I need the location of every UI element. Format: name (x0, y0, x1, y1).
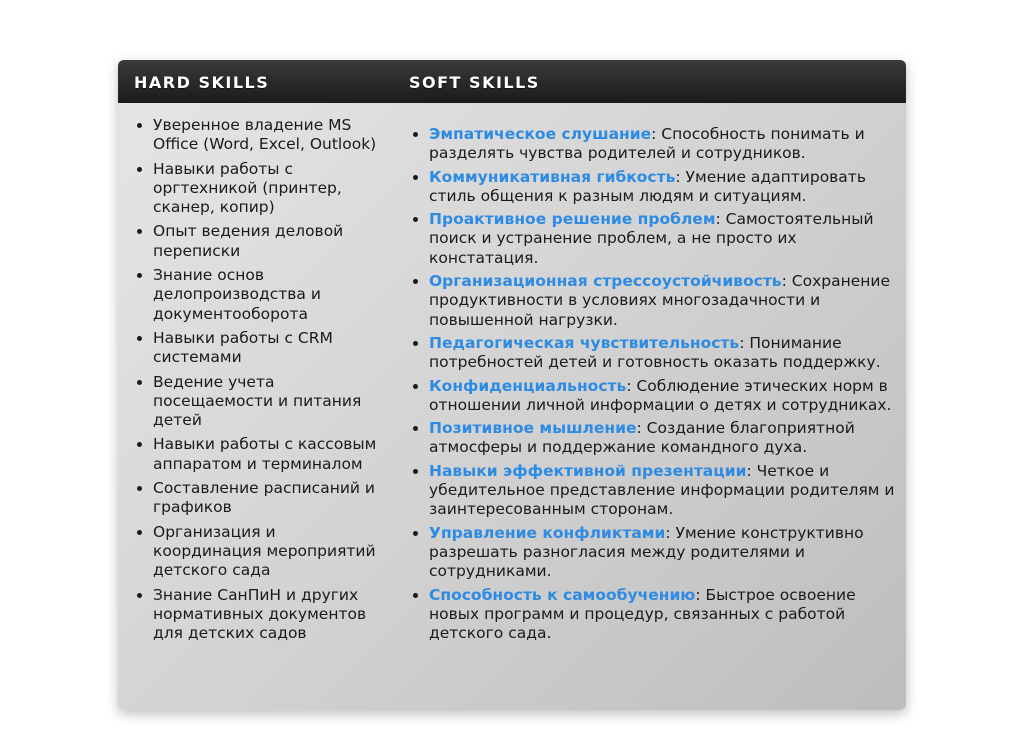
soft-skill-term: Способность к самообучению (429, 585, 696, 604)
soft-skill-description: : Способность понимать и разделять чувства родителей и сотрудников. (429, 125, 865, 163)
hard-skill-item: Навыки работы с кассовым аппаратом и терминалом (153, 435, 388, 474)
soft-skill-item (429, 168, 903, 207)
hard-skills-column (118, 103, 388, 710)
soft-skill-term: Педагогическая чувствительность (429, 333, 740, 352)
soft-skill-term: Коммуникативная гибкость (429, 167, 676, 186)
soft-skill-description: : Сохранение продуктивности в условиях многозадачности и повышенной нагрузки. (429, 272, 891, 329)
hard-skill-item: Ведение учета посещаемости и питания детей (153, 373, 388, 431)
hard-skills-list (118, 103, 388, 643)
soft-skill-item (429, 377, 903, 416)
soft-skill-description: : Умение конструктивно разрешать разногласия между родителями и сотрудниками. (429, 523, 864, 581)
hard-skill-item: Уверенное владение MS Office (Word, Excel, Outlook) (153, 116, 388, 155)
hard-skill-item: Знание основ делопроизводства и документооборота (153, 266, 388, 324)
soft-skill-item (429, 419, 903, 458)
soft-skill-description: : Четкое и убедительное представление информации родителям и заинтересованным сторонам. (429, 461, 895, 519)
soft-skill-item (429, 334, 903, 373)
hard-skill-item: Составление расписаний и графиков (153, 479, 388, 518)
soft-skill-term: Организационная стрессоустойчивость (429, 272, 782, 291)
soft-skill-item (429, 586, 903, 644)
hard-skill-item: Навыки работы с CRM системами (153, 329, 388, 368)
hard-skill-item: Опыт ведения деловой переписки (153, 222, 388, 261)
soft-skills-heading: SOFT SKILLS (409, 73, 540, 92)
soft-skills-list (393, 103, 903, 643)
table-header (118, 60, 906, 103)
soft-skill-description: : Самостоятельный поиск и устранение проблем, а не просто их констатация. (429, 210, 874, 267)
soft-skill-term: Конфиденциальность (429, 376, 627, 395)
soft-skill-description: : Быстрое освоение новых программ и процедур, связанных с работой детского сада. (429, 585, 856, 643)
hard-skills-heading: HARD SKILLS (134, 73, 270, 92)
soft-skill-description: : Понимание потребностей детей и готовность оказать поддержку. (429, 333, 881, 372)
hard-skill-item: Знание СанПиН и других нормативных документов для детских садов (153, 586, 388, 644)
soft-skill-term: Позитивное мышление (429, 419, 637, 438)
hard-skill-item: Навыки работы с оргтехникой (принтер, сканер, копир) (153, 160, 388, 218)
soft-skill-term: Навыки эффективной презентации (429, 461, 747, 480)
soft-skill-description: : Создание благоприятной атмосферы и поддержание командного духа. (429, 419, 855, 457)
skills-table (118, 60, 906, 710)
soft-skill-item (429, 462, 903, 520)
soft-skill-term: Управление конфликтами (429, 523, 666, 542)
soft-skill-term: Эмпатическое слушание (429, 125, 652, 143)
soft-skill-description: : Умение адаптировать стиль общения к разным людям и ситуациям. (429, 167, 866, 205)
soft-skills-column (393, 103, 903, 710)
hard-skill-item: Организация и координация мероприятий детского сада (153, 523, 388, 581)
soft-skill-item (429, 524, 903, 582)
soft-skill-description: : Соблюдение этических норм в отношении личной информации о детях и сотрудниках. (429, 376, 892, 414)
soft-skill-term: Проактивное решение проблем (429, 210, 716, 229)
soft-skill-item (429, 125, 903, 164)
soft-skill-item (429, 272, 903, 330)
soft-skill-item (429, 210, 903, 268)
